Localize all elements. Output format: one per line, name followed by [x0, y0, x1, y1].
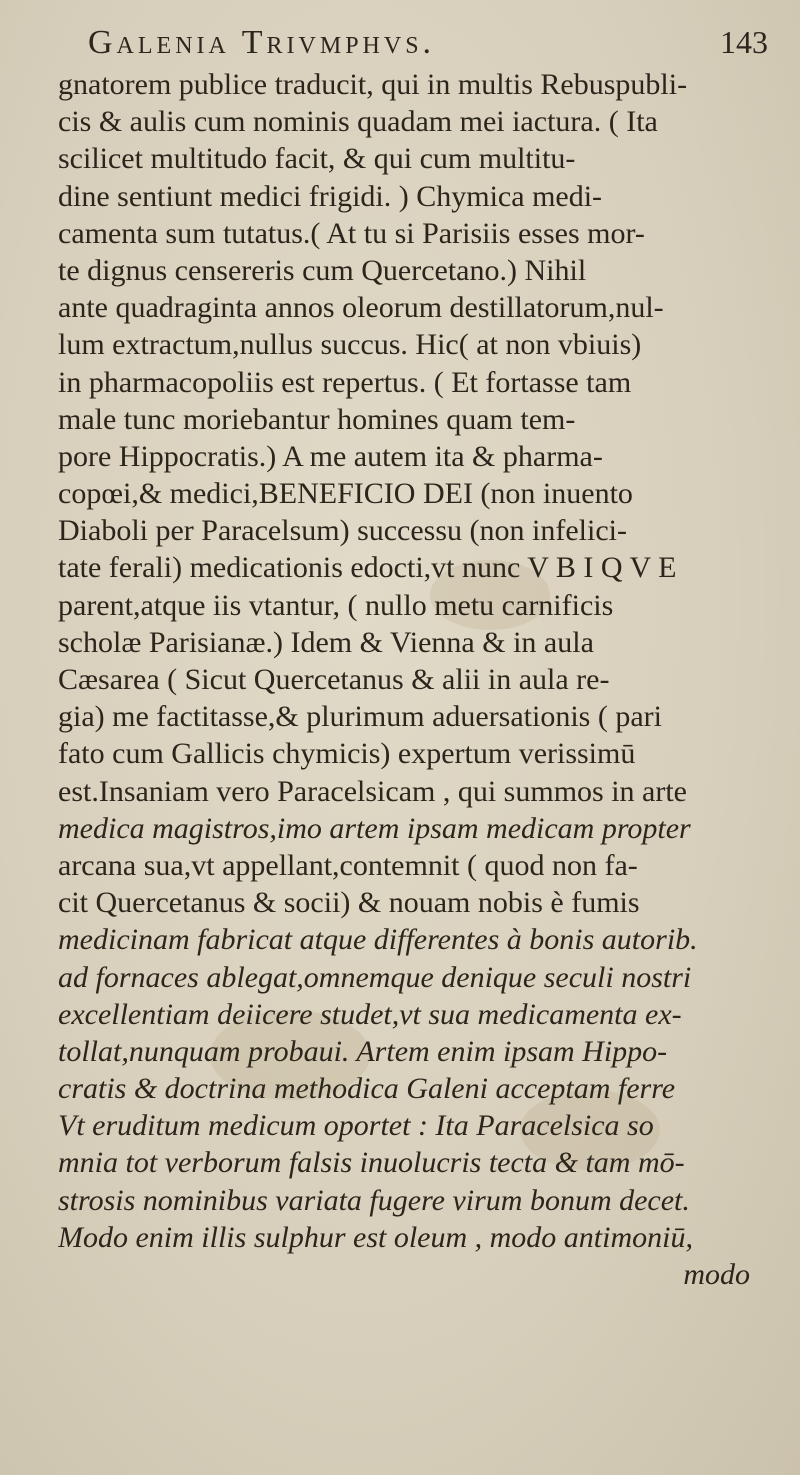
- text-line: cis & aulis cum nominis quadam mei iactura. ( Ita: [58, 105, 658, 139]
- text-line: est.Insaniam vero Paracelsicam , qui summos in arte: [58, 774, 687, 808]
- text-line: fato cum Gallicis chymicis) expertum verissimū: [58, 737, 636, 771]
- text-line: cit Quercetanus & socii) & nouam nobis è fumis: [58, 886, 640, 920]
- text-line: gia) me factitasse,& plurimum aduersationis ( pari: [58, 700, 662, 734]
- text-line: medicinam fabricat atque differentes à bonis autorib.: [58, 923, 698, 957]
- text-line: gnatorem publice traducit, qui in multis Rebuspubli-: [58, 68, 688, 101]
- text-line: Vt eruditum medicum oportet : Ita Paracelsica so: [58, 1109, 654, 1143]
- text-line: male tunc moriebantur homines quam tem-: [58, 402, 576, 436]
- catchword: modo: [683, 1258, 750, 1291]
- text-line: in pharmacopoliis est repertus. ( Et fortasse tam: [58, 365, 632, 399]
- body-text: [58, 66, 770, 1293]
- text-line: parent,atque iis vtantur, ( nullo metu carnificis: [58, 588, 614, 622]
- text-line: Cæsarea ( Sicut Quercetanus & alii in aula re-: [58, 663, 610, 696]
- text-line: dine sentiunt medici frigidi. ) Chymica medi-: [58, 179, 603, 213]
- text-line: lum extractum,nullus succus. Hic( at non vbiuis): [58, 328, 642, 362]
- text-line: excellentiam deiicere studet,vt sua medicamenta ex-: [58, 997, 682, 1031]
- text-line: copœi,& medici,BENEFICIO DEI (non inuento: [58, 477, 633, 511]
- page-number: 143: [720, 24, 768, 60]
- text-line: tollat,nunquam probaui. Artem enim ipsam Hippo-: [58, 1034, 668, 1068]
- text-line: cratis & doctrina methodica Galeni acceptam ferre: [58, 1072, 676, 1106]
- text-line: mnia tot verborum falsis inuolucris tecta & tam mō-: [58, 1146, 685, 1180]
- text-line: scholæ Parisianæ.) Idem & Vienna & in aula: [58, 625, 594, 659]
- text-line: pore Hippocratis.) A me autem ita & pharma-: [58, 439, 603, 473]
- text-line: Diaboli per Paracelsum) successu (non infelici-: [58, 514, 627, 548]
- running-head: [60, 22, 780, 68]
- running-title: Galenia Trivmphvs.: [88, 24, 436, 61]
- text-line: strosis nominibus variata fugere virum bonum decet.: [58, 1183, 690, 1217]
- text-line: scilicet multitudo facit, & qui cum multitu-: [58, 142, 576, 176]
- text-line: arcana sua,vt appellant,contemnit ( quod non fa-: [58, 848, 638, 882]
- text-line: tate ferali) medicationis edocti,vt nunc V B I Q V E: [58, 551, 677, 585]
- text-line: Modo enim illis sulphur est oleum , modo antimoniū,: [58, 1220, 693, 1254]
- text-line: ad fornaces ablegat,omnemque denique seculi nostri: [58, 960, 692, 994]
- text-line: ante quadraginta annos oleorum destillatorum,nul-: [58, 291, 664, 325]
- text-line: medica magistros,imo artem ipsam medicam propter: [58, 811, 691, 845]
- text-line: te dignus censereris cum Quercetano.) Nihil: [58, 253, 587, 287]
- text-line: camenta sum tutatus.( At tu si Parisiis esses mor-: [58, 216, 645, 250]
